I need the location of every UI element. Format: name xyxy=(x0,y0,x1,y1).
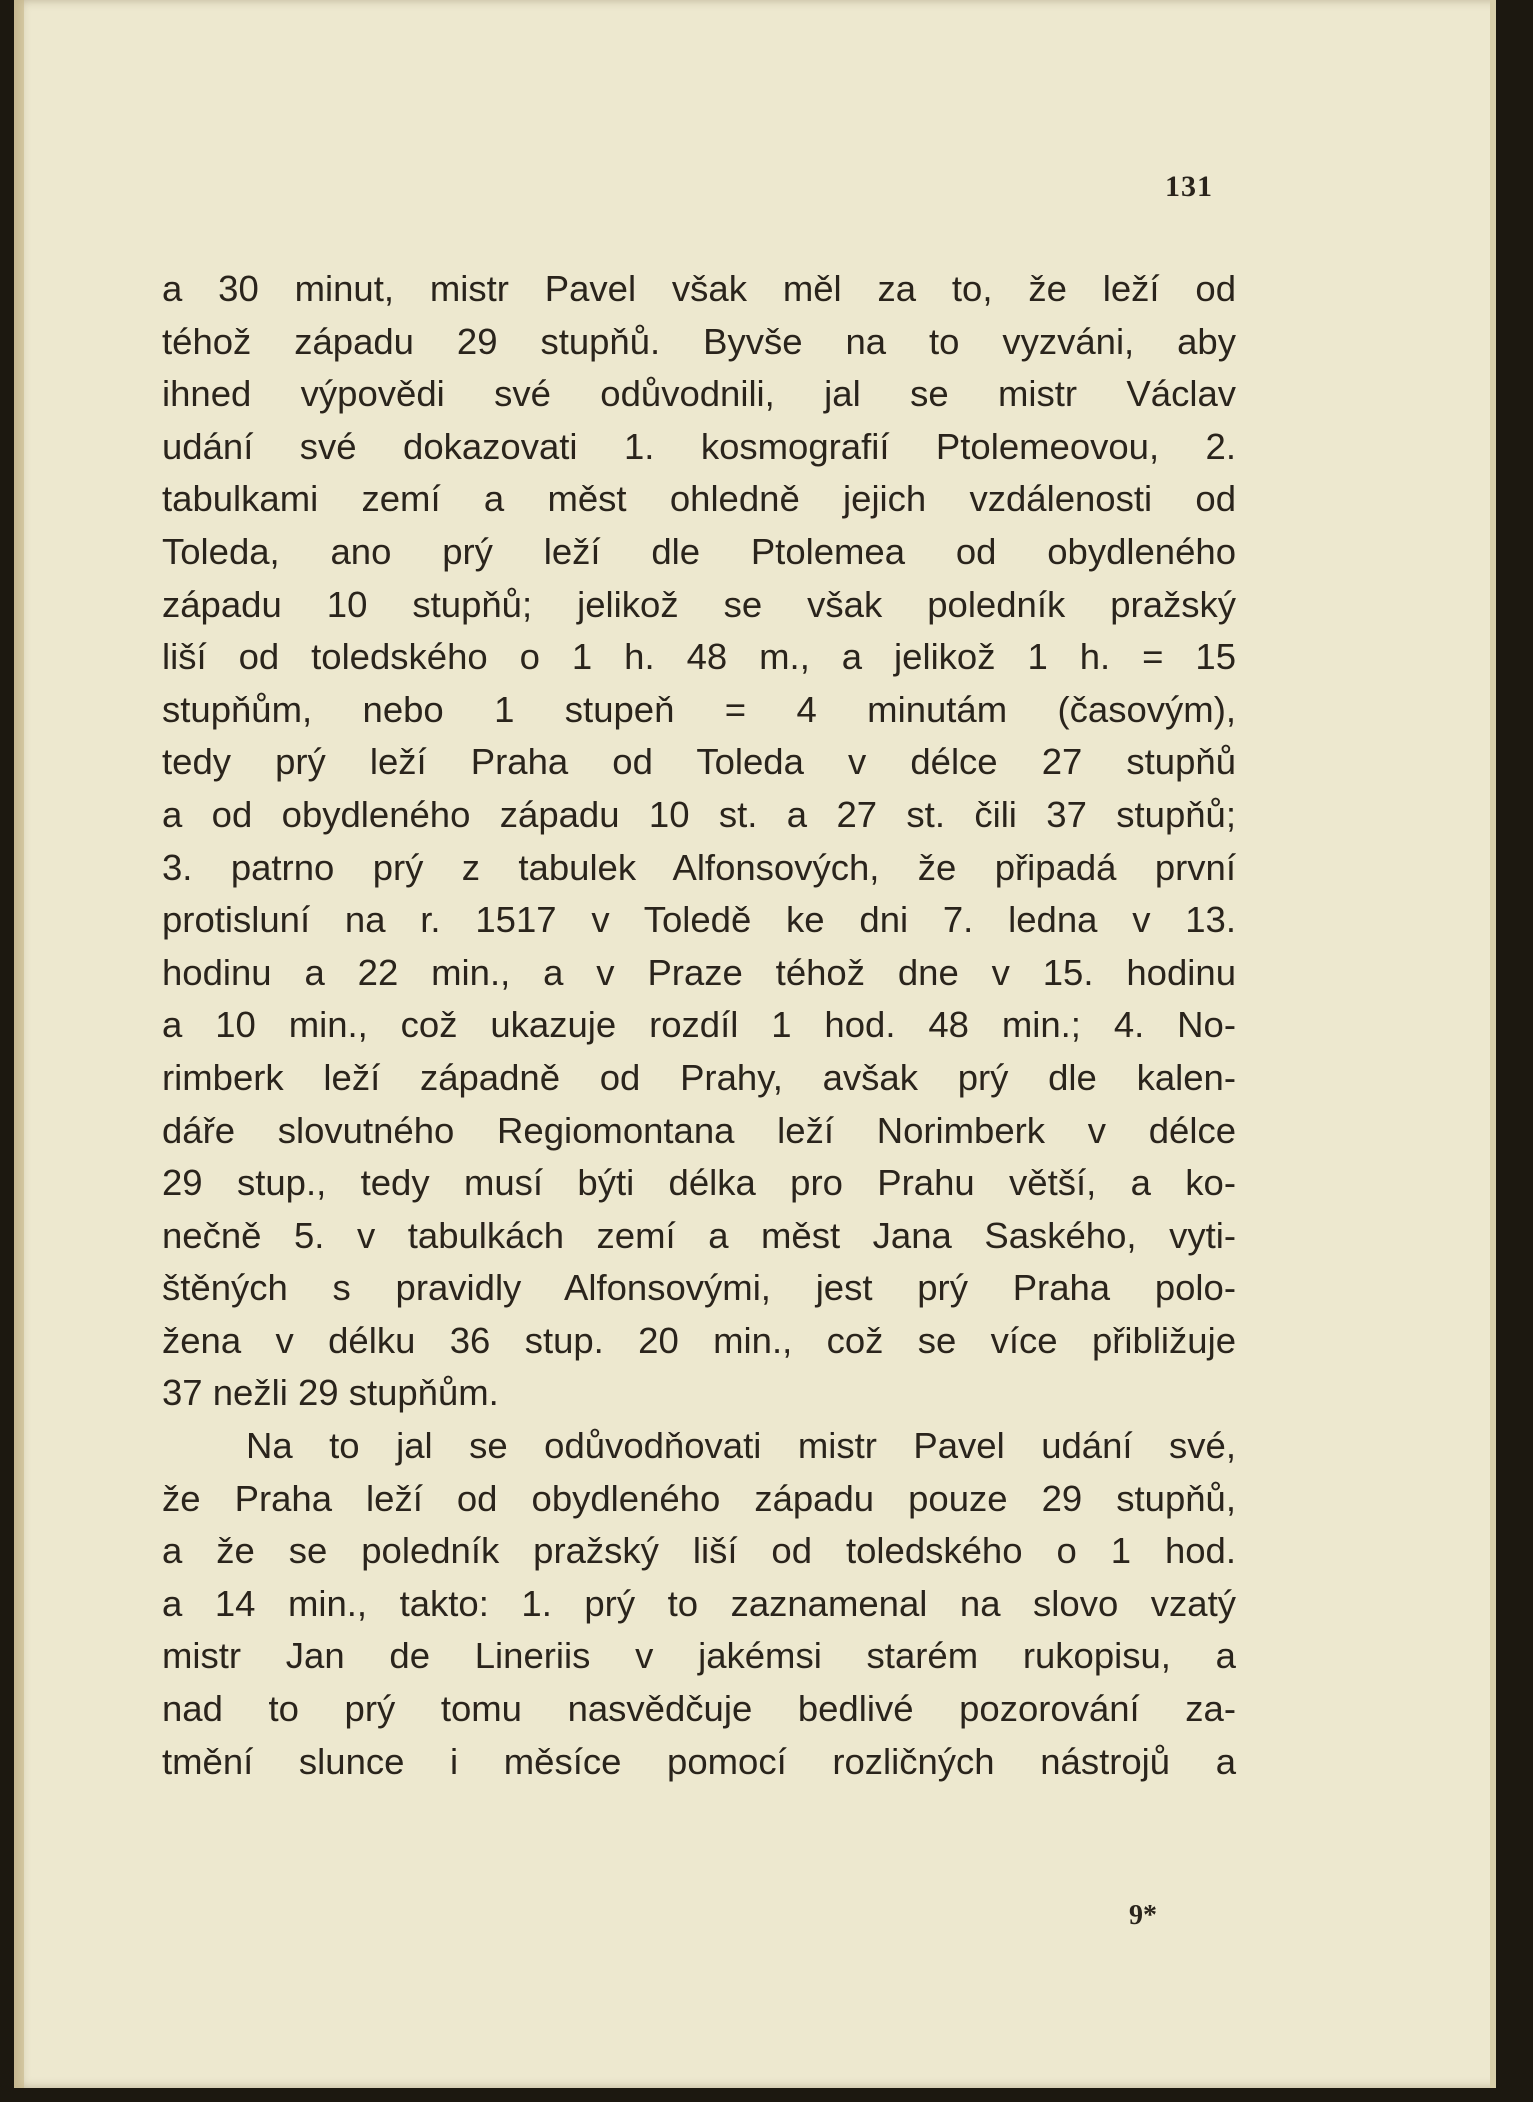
text-line: rimberk leží západně od Prahy, avšak prý dle kalen- xyxy=(162,1056,1236,1098)
text-line: západu 10 stupňů; jelikož se však poledník pražský xyxy=(162,583,1236,625)
text-line: tabulkami zemí a měst ohledně jejich vzdálenosti od xyxy=(162,478,1236,520)
text-line: udání své dokazovati 1. kosmografií Ptolemeovou, 2. xyxy=(162,425,1236,467)
text-line: protisluní na r. 1517 v Toledě ke dni 7. ledna v 13. xyxy=(162,899,1236,941)
text-line: mistr Jan de Lineriis v jakémsi starém rukopisu, a xyxy=(162,1635,1236,1677)
text-line: a že se poledník pražský liší od toledského o 1 hod. xyxy=(162,1530,1236,1572)
text-line: že Praha leží od obydleného západu pouze 29 stupňů, xyxy=(162,1477,1236,1519)
text-line: ihned výpovědi své odůvodnili, jal se mistr Václav xyxy=(162,373,1236,415)
page-right-edge xyxy=(1490,0,1496,2088)
text-line: tmění slunce i měsíce pomocí rozličných nástrojů a xyxy=(162,1740,1236,1782)
text-line: dáře slovutného Regiomontana leží Norimberk v délce xyxy=(162,1109,1236,1151)
text-line: 3. patrno prý z tabulek Alfonsových, že připadá první xyxy=(162,846,1236,888)
body-text xyxy=(162,263,1236,1788)
paragraph-start-line: Na to jal se odůvodňovati mistr Pavel udání své, xyxy=(246,1425,1236,1467)
page-gutter-shadow xyxy=(14,0,24,2088)
text-line: žena v délku 36 stup. 20 min., což se více přibližuje xyxy=(162,1319,1236,1361)
text-line: nad to prý tomu nasvědčuje bedlivé pozorování za- xyxy=(162,1688,1236,1730)
text-line: a 10 min., což ukazuje rozdíl 1 hod. 48 min.; 4. No- xyxy=(162,1004,1236,1046)
text-line: hodinu a 22 min., a v Praze téhož dne v 15. hodinu xyxy=(162,951,1236,993)
text-line: Toleda, ano prý leží dle Ptolemea od obydleného xyxy=(162,530,1236,572)
text-line: téhož západu 29 stupňů. Byvše na to vyzváni, aby xyxy=(162,320,1236,362)
text-line: štěných s pravidly Alfonsovými, jest prý Praha polo- xyxy=(162,1267,1236,1309)
book-page xyxy=(14,0,1496,2088)
text-line: a 14 min., takto: 1. prý to zaznamenal na slovo vzatý xyxy=(162,1582,1236,1624)
text-line: a 30 minut, mistr Pavel však měl za to, že leží od xyxy=(162,268,1236,309)
page-number: 131 xyxy=(1165,170,1213,203)
text-line: a od obydleného západu 10 st. a 27 st. čili 37 stupňů; xyxy=(162,793,1236,835)
signature-mark: 9* xyxy=(1129,1900,1157,1931)
paragraph-end-line: 37 nežli 29 stupňům. xyxy=(162,1372,499,1414)
text-line: nečně 5. v tabulkách zemí a měst Jana Saského, vyti- xyxy=(162,1214,1236,1256)
text-line: stupňům, nebo 1 stupeň = 4 minutám (časovým), xyxy=(162,688,1236,730)
text-line: liší od toledského o 1 h. 48 m., a jelikož 1 h. = 15 xyxy=(162,636,1236,678)
text-line: 29 stup., tedy musí býti délka pro Prahu větší, a ko- xyxy=(162,1162,1236,1204)
text-line: tedy prý leží Praha od Toleda v délce 27 stupňů xyxy=(162,741,1236,783)
